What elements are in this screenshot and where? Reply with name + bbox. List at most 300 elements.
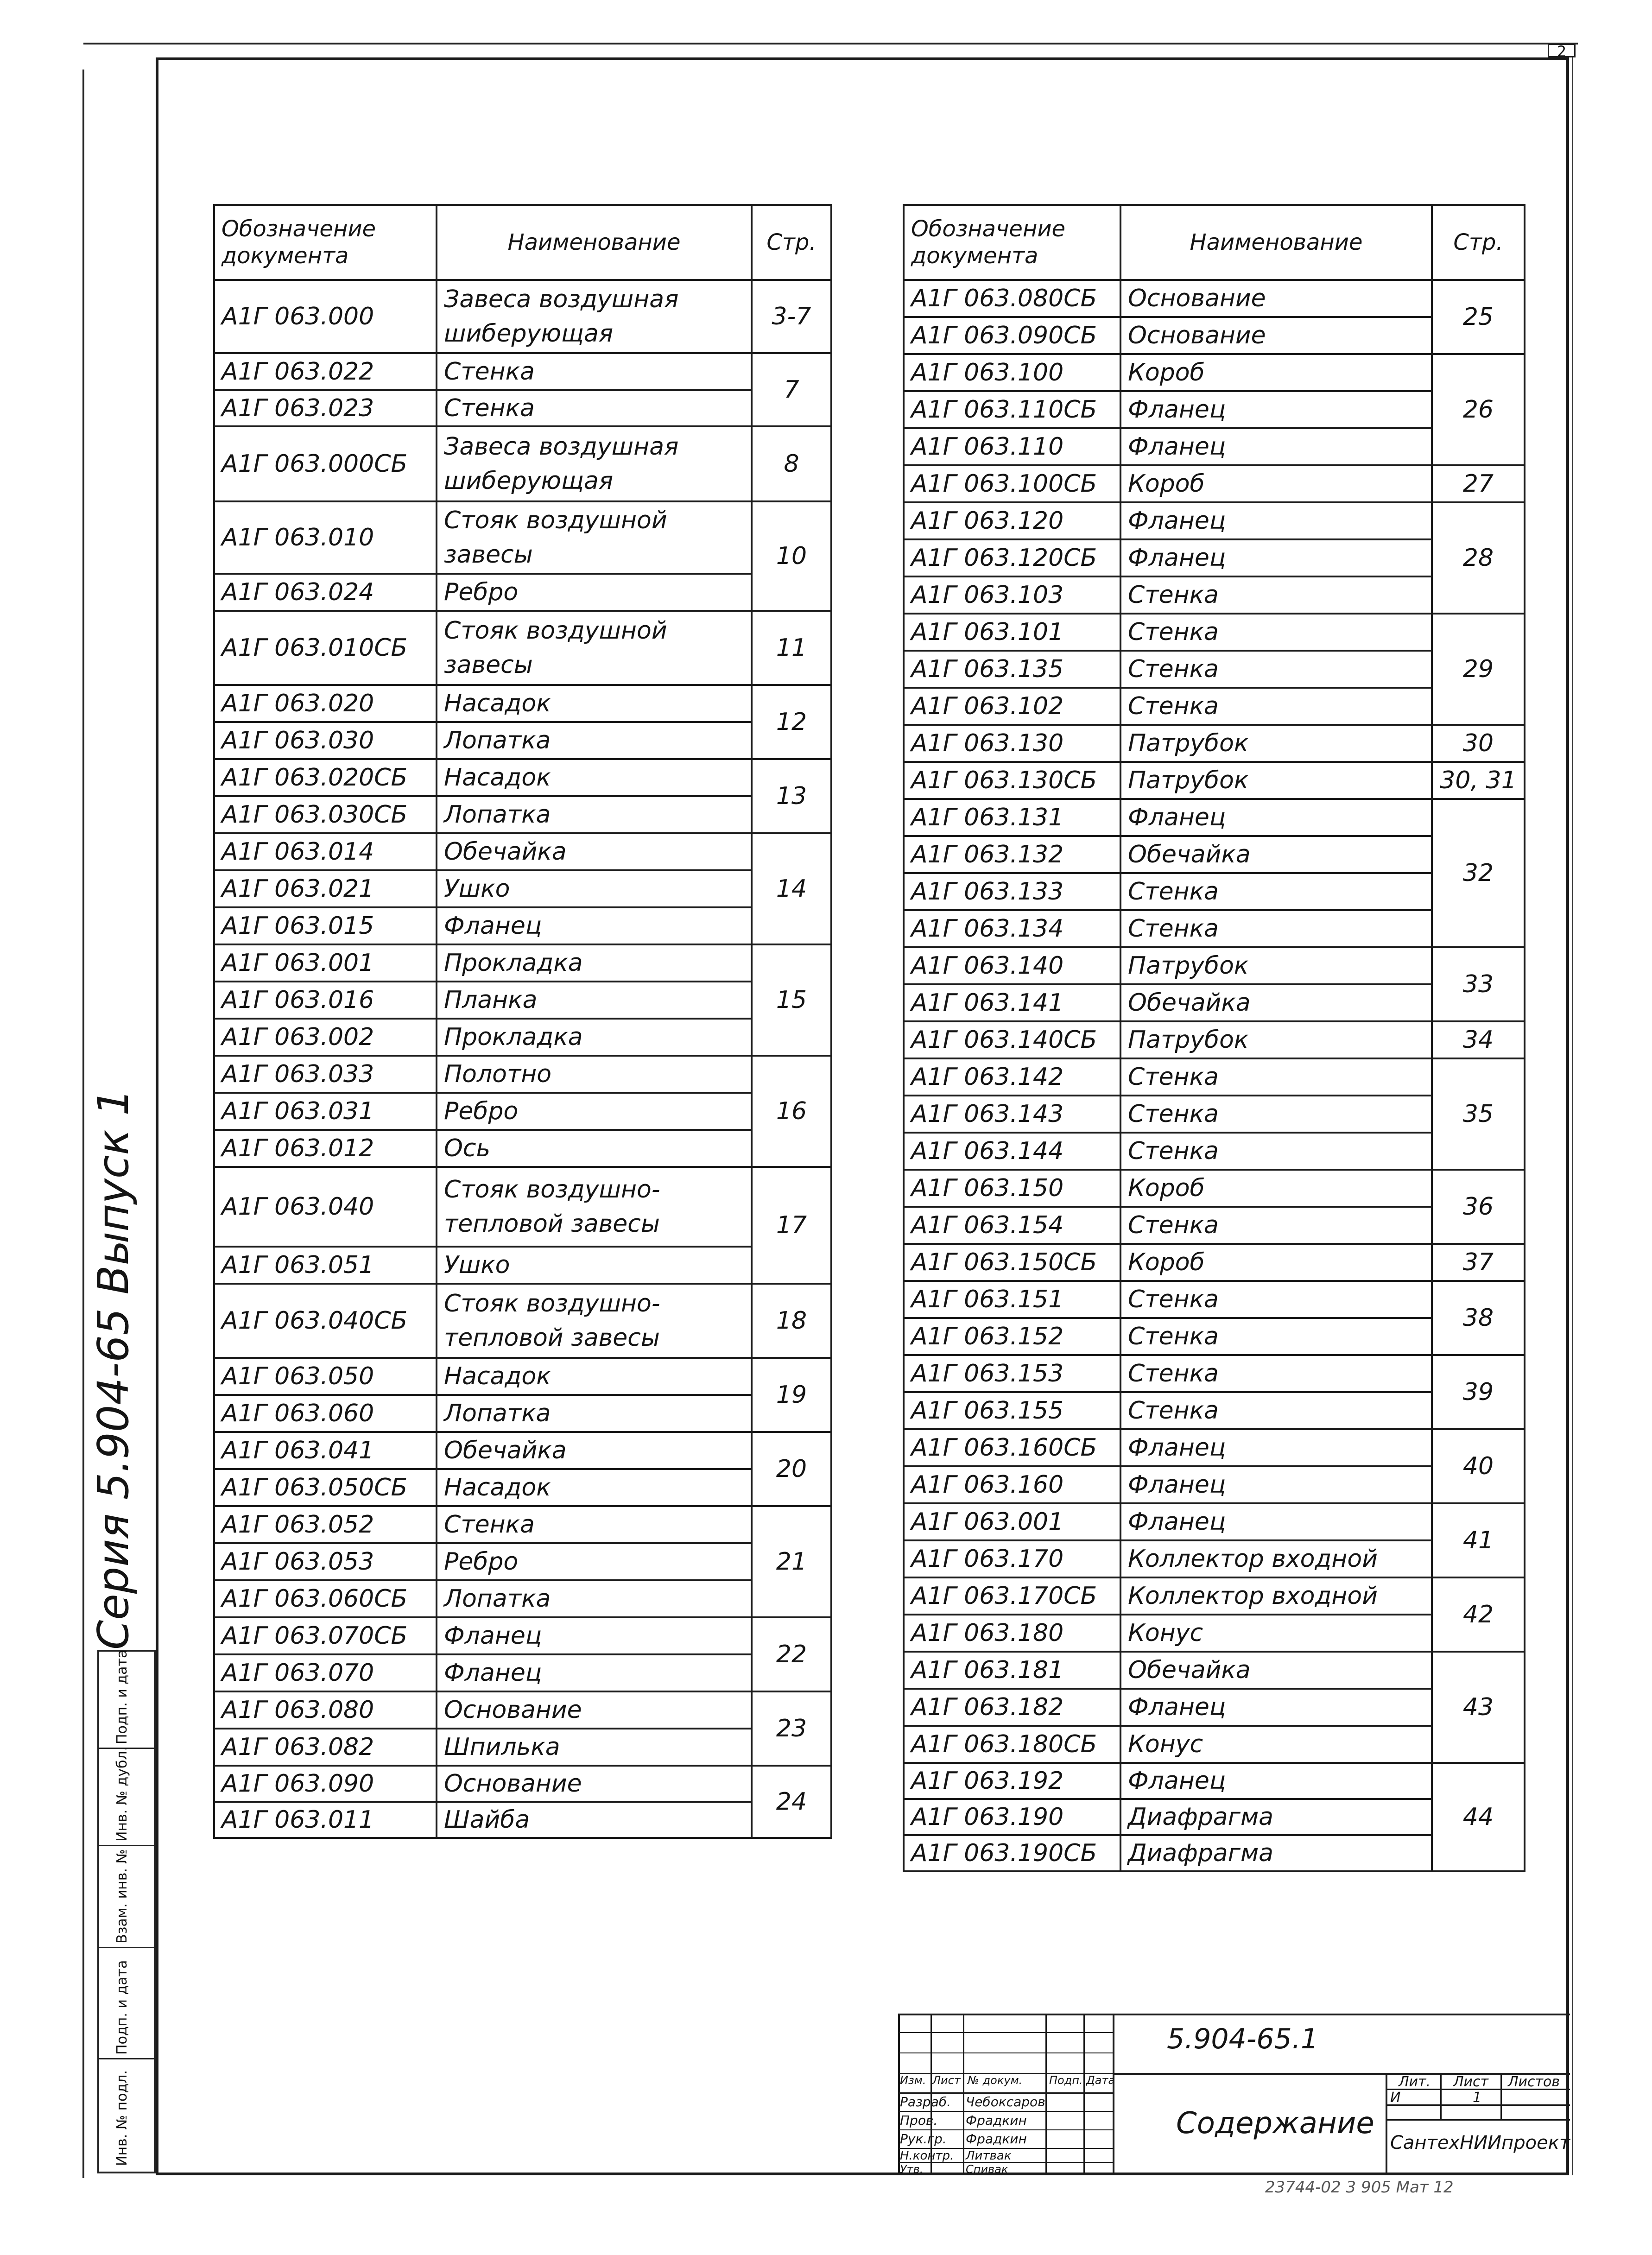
name-cell: Стояк воздушной завесы <box>437 611 752 685</box>
name-cell: Основание <box>437 1766 752 1802</box>
code-cell: А1Г 063.151 <box>904 1281 1120 1318</box>
code-cell: А1Г 063.103 <box>904 576 1120 614</box>
table-row <box>904 947 1525 984</box>
page-cell: 25 <box>1432 280 1525 354</box>
table-row <box>904 1835 1525 1871</box>
code-cell: А1Г 063.080 <box>214 1691 437 1729</box>
header-name: Наименование <box>1120 205 1432 280</box>
name-cell: Стенка <box>437 390 752 426</box>
code-cell: А1Г 063.134 <box>904 910 1120 947</box>
name-cell: Основание <box>437 1691 752 1729</box>
tb-grid-line <box>898 2032 1113 2033</box>
code-cell: А1Г 063.001 <box>904 1503 1120 1540</box>
table-row <box>214 1284 831 1358</box>
page-cell: 24 <box>752 1766 831 1838</box>
top-border-line <box>83 43 1578 44</box>
tb-person: Спивак <box>966 2163 1008 2176</box>
table-row <box>904 984 1525 1021</box>
code-cell: А1Г 063.023 <box>214 390 437 426</box>
table-row <box>904 1540 1525 1577</box>
code-cell: А1Г 063.144 <box>904 1133 1120 1170</box>
code-cell: А1Г 063.010СБ <box>214 611 437 685</box>
table-row <box>214 944 831 982</box>
table-row <box>214 1056 831 1093</box>
table-row <box>214 1019 831 1056</box>
code-cell: А1Г 063.135 <box>904 651 1120 688</box>
stamp-cell <box>99 1948 154 2059</box>
code-cell: А1Г 063.052 <box>214 1506 437 1543</box>
code-cell: А1Г 063.180 <box>904 1615 1120 1652</box>
name-cell: Коллектор входной <box>1120 1577 1432 1615</box>
page-cell: 37 <box>1432 1244 1525 1281</box>
table-row <box>904 836 1525 873</box>
table-row <box>214 353 831 390</box>
table-row <box>214 611 831 685</box>
table-row <box>214 1395 831 1432</box>
name-cell: Лопатка <box>437 722 752 759</box>
code-cell: А1Г 063.070 <box>214 1654 437 1691</box>
contents-table-right <box>903 204 1525 1872</box>
approval-stamp-strip <box>97 1650 156 2173</box>
code-cell: А1Г 063.060 <box>214 1395 437 1432</box>
stamp-label: Инв. № подл. <box>114 2070 130 2166</box>
table-row <box>904 762 1525 799</box>
table-row <box>904 1096 1525 1133</box>
table-row <box>214 1247 831 1284</box>
name-cell: Ушко <box>437 1247 752 1284</box>
table-row <box>904 910 1525 947</box>
table-row <box>214 1093 831 1130</box>
page-cell: 30 <box>1432 725 1525 762</box>
code-cell: А1Г 063.016 <box>214 982 437 1019</box>
table-row <box>904 1244 1525 1281</box>
table-row <box>904 799 1525 836</box>
table-row <box>214 1469 831 1506</box>
table-row <box>214 280 831 353</box>
table-row <box>214 907 831 944</box>
tb-lit-label: Лит. <box>1399 2074 1431 2090</box>
header-page: Стр. <box>1432 205 1525 280</box>
name-cell: Патрубок <box>1120 1021 1432 1058</box>
code-cell: А1Г 063.100 <box>904 354 1120 391</box>
page-cell: 42 <box>1432 1577 1525 1652</box>
code-cell: А1Г 063.160СБ <box>904 1429 1120 1466</box>
code-cell: А1Г 063.040 <box>214 1167 437 1247</box>
table-row <box>904 1207 1525 1244</box>
name-cell: Стенка <box>1120 1392 1432 1429</box>
page-cell: 8 <box>752 426 831 501</box>
code-cell: А1Г 063.153 <box>904 1355 1120 1392</box>
page-cell: 14 <box>752 833 831 944</box>
page-cell: 19 <box>752 1358 831 1432</box>
name-cell: Фланец <box>1120 1763 1432 1799</box>
code-cell: А1Г 063.020СБ <box>214 759 437 796</box>
name-cell: Полотно <box>437 1056 752 1093</box>
page-cell: 10 <box>752 501 831 611</box>
name-cell: Шпилька <box>437 1729 752 1766</box>
page-cell: 16 <box>752 1056 831 1167</box>
name-cell: Короб <box>1120 465 1432 502</box>
binding-line <box>82 70 84 2178</box>
code-cell: А1Г 063.030 <box>214 722 437 759</box>
name-cell: Насадок <box>437 759 752 796</box>
page-cell: 36 <box>1432 1170 1525 1244</box>
code-cell: А1Г 063.031 <box>214 1093 437 1130</box>
table-row <box>214 1358 831 1395</box>
code-cell: А1Г 063.021 <box>214 870 437 907</box>
stamp-cell <box>99 1846 154 1948</box>
table-row <box>214 1766 831 1802</box>
table-row <box>904 1021 1525 1058</box>
code-cell: А1Г 063.090СБ <box>904 317 1120 354</box>
header-designation: Обозначение документа <box>214 205 437 280</box>
code-cell: А1Г 063.102 <box>904 688 1120 725</box>
table-row <box>214 982 831 1019</box>
code-cell: А1Г 063.132 <box>904 836 1120 873</box>
code-cell: А1Г 063.154 <box>904 1207 1120 1244</box>
tb-col-header: Лист <box>932 2074 961 2087</box>
code-cell: А1Г 063.090 <box>214 1766 437 1802</box>
code-cell: А1Г 063.150СБ <box>904 1244 1120 1281</box>
code-cell: А1Г 063.142 <box>904 1058 1120 1096</box>
tb-grid-line <box>1083 2014 1085 2175</box>
name-cell: Стенка <box>1120 1133 1432 1170</box>
code-cell: А1Г 063.080СБ <box>904 280 1120 317</box>
code-cell: А1Г 063.182 <box>904 1689 1120 1726</box>
doc-title: Содержание <box>1176 2106 1374 2141</box>
stamp-label: Инв. № дубл. <box>114 1746 130 1842</box>
table-row <box>904 873 1525 910</box>
table-row <box>904 280 1525 317</box>
code-cell: А1Г 063.053 <box>214 1543 437 1580</box>
code-cell: А1Г 063.030СБ <box>214 796 437 833</box>
tb-list-value: 1 <box>1473 2090 1482 2106</box>
table-row <box>214 1580 831 1617</box>
name-cell: Стенка <box>1120 1281 1432 1318</box>
table-row <box>904 1058 1525 1096</box>
tb-lists-label: Листов <box>1508 2074 1560 2090</box>
name-cell: Насадок <box>437 1358 752 1395</box>
name-cell: Стенка <box>1120 651 1432 688</box>
table-row <box>904 1503 1525 1540</box>
page-cell: 21 <box>752 1506 831 1617</box>
name-cell: Стенка <box>1120 1355 1432 1392</box>
table-row <box>214 1802 831 1838</box>
page-cell: 39 <box>1432 1355 1525 1429</box>
tb-col-header: Изм. <box>900 2074 926 2087</box>
code-cell: А1Г 063.022 <box>214 353 437 390</box>
name-cell: Основание <box>1120 280 1432 317</box>
stamp-label: Взам. инв. № <box>114 1849 130 1944</box>
code-cell: А1Г 063.051 <box>214 1247 437 1284</box>
name-cell: Стенка <box>1120 1207 1432 1244</box>
table-row <box>214 870 831 907</box>
code-cell: А1Г 063.101 <box>904 614 1120 651</box>
table-row <box>904 1652 1525 1689</box>
name-cell: Конус <box>1120 1615 1432 1652</box>
table-row <box>904 1133 1525 1170</box>
name-cell: Короб <box>1120 354 1432 391</box>
code-cell: А1Г 063.000СБ <box>214 426 437 501</box>
code-cell: А1Г 063.192 <box>904 1763 1120 1799</box>
table-row <box>214 759 831 796</box>
name-cell: Стенка <box>1120 1096 1432 1133</box>
page-cell: 43 <box>1432 1652 1525 1763</box>
name-cell: Ребро <box>437 1093 752 1130</box>
page-cell: 12 <box>752 685 831 759</box>
table-row <box>904 1799 1525 1835</box>
name-cell: Ось <box>437 1130 752 1167</box>
name-cell: Стенка <box>1120 873 1432 910</box>
code-cell: А1Г 063.181 <box>904 1652 1120 1689</box>
name-cell: Прокладка <box>437 944 752 982</box>
name-cell: Основание <box>1120 317 1432 354</box>
tb-role: Н.контр. <box>900 2149 954 2163</box>
name-cell: Фланец <box>1120 1689 1432 1726</box>
table-row <box>214 1432 831 1469</box>
page-cell: 41 <box>1432 1503 1525 1577</box>
name-cell: Прокладка <box>437 1019 752 1056</box>
name-cell: Стенка <box>437 353 752 390</box>
code-cell: А1Г 063.131 <box>904 799 1120 836</box>
code-cell: А1Г 063.011 <box>214 1802 437 1838</box>
tb-grid-line <box>898 2129 1113 2130</box>
page-cell: 44 <box>1432 1763 1525 1871</box>
name-cell: Стояк воздушной завесы <box>437 501 752 574</box>
table-row <box>904 1170 1525 1207</box>
name-cell: Короб <box>1120 1244 1432 1281</box>
name-cell: Завеса воздушная шиберующая <box>437 426 752 501</box>
code-cell: А1Г 063.150 <box>904 1170 1120 1207</box>
code-cell: А1Г 063.033 <box>214 1056 437 1093</box>
bottom-stamp: 23744-02 3 905 Мат 12 <box>1265 2178 1454 2197</box>
name-cell: Коллектор входной <box>1120 1540 1432 1577</box>
tb-col-header: Дата <box>1086 2074 1115 2087</box>
table-row <box>214 1506 831 1543</box>
header-designation: Обозначение документа <box>904 205 1120 280</box>
name-cell: Фланец <box>1120 428 1432 465</box>
tb-lit-value: И <box>1390 2090 1401 2106</box>
page-cell: 20 <box>752 1432 831 1506</box>
table-row <box>214 1543 831 1580</box>
page-cell: 33 <box>1432 947 1525 1021</box>
page-cell: 40 <box>1432 1429 1525 1503</box>
table-row <box>214 1130 831 1167</box>
code-cell: А1Г 063.130СБ <box>904 762 1120 799</box>
header-name: Наименование <box>437 205 752 280</box>
code-cell: А1Г 063.190СБ <box>904 1835 1120 1871</box>
code-cell: А1Г 063.082 <box>214 1729 437 1766</box>
name-cell: Ушко <box>437 870 752 907</box>
table-row <box>904 428 1525 465</box>
tb-role: Разраб. <box>900 2094 951 2109</box>
name-cell: Фланец <box>1120 1466 1432 1503</box>
page-cell: 3-7 <box>752 280 831 353</box>
name-cell: Диафрагма <box>1120 1835 1432 1871</box>
name-cell: Шайба <box>437 1802 752 1838</box>
table-row <box>214 722 831 759</box>
name-cell: Обечайка <box>1120 1652 1432 1689</box>
page-cell: 28 <box>1432 502 1525 614</box>
page-cell: 7 <box>752 353 831 426</box>
name-cell: Обечайка <box>1120 984 1432 1021</box>
name-cell: Ребро <box>437 1543 752 1580</box>
title-block <box>898 2014 1570 2175</box>
name-cell: Фланец <box>1120 391 1432 428</box>
series-label: Серия 5.904-65 Выпуск 1 <box>89 1089 138 1650</box>
code-cell: А1Г 063.140 <box>904 947 1120 984</box>
code-cell: А1Г 063.141 <box>904 984 1120 1021</box>
code-cell: А1Г 063.012 <box>214 1130 437 1167</box>
name-cell: Фланец <box>1120 1429 1432 1466</box>
page-cell: 32 <box>1432 799 1525 947</box>
tb-grid-line <box>898 2092 1113 2094</box>
table-row <box>904 391 1525 428</box>
code-cell: А1Г 063.002 <box>214 1019 437 1056</box>
table-row <box>904 614 1525 651</box>
stamp-label: Подп. и дата <box>114 1960 130 2055</box>
code-cell: А1Г 063.152 <box>904 1318 1120 1355</box>
frame-right-double-line <box>1572 57 1573 2175</box>
tb-grid-line <box>1386 2119 1570 2121</box>
stamp-cell <box>99 1649 154 1749</box>
tb-grid-line <box>1113 2014 1114 2175</box>
code-cell: А1Г 063.050 <box>214 1358 437 1395</box>
table-row <box>214 833 831 870</box>
page-cell: 18 <box>752 1284 831 1358</box>
code-cell: А1Г 063.001 <box>214 944 437 982</box>
tb-person: Чебоксаров <box>966 2094 1045 2109</box>
code-cell: А1Г 063.020 <box>214 685 437 722</box>
tb-border <box>898 2014 1570 2015</box>
doc-code: 5.904-65.1 <box>1167 2023 1319 2055</box>
page-cell: 38 <box>1432 1281 1525 1355</box>
name-cell: Конус <box>1120 1726 1432 1763</box>
page-cell: 15 <box>752 944 831 1056</box>
name-cell: Фланец <box>1120 502 1432 539</box>
tb-person: Литвак <box>966 2149 1012 2163</box>
name-cell: Фланец <box>1120 539 1432 576</box>
table-row <box>904 465 1525 502</box>
name-cell: Патрубок <box>1120 762 1432 799</box>
table-row <box>214 426 831 501</box>
table-row <box>214 1167 831 1247</box>
name-cell: Фланец <box>1120 799 1432 836</box>
tb-col-header: № докум. <box>968 2074 1023 2087</box>
page-cell: 17 <box>752 1167 831 1284</box>
name-cell: Лопатка <box>437 796 752 833</box>
name-cell: Обечайка <box>1120 836 1432 873</box>
name-cell: Фланец <box>437 1617 752 1654</box>
code-cell: А1Г 063.110 <box>904 428 1120 465</box>
tb-person: Фрадкин <box>966 2131 1027 2147</box>
name-cell: Патрубок <box>1120 725 1432 762</box>
code-cell: А1Г 063.010 <box>214 501 437 574</box>
name-cell: Стенка <box>1120 576 1432 614</box>
code-cell: А1Г 063.040СБ <box>214 1284 437 1358</box>
table-row <box>214 1729 831 1766</box>
tb-role: Рук.гр. <box>900 2131 947 2147</box>
code-cell: А1Г 063.130 <box>904 725 1120 762</box>
table-row <box>214 501 831 574</box>
table-row <box>214 1654 831 1691</box>
code-cell: А1Г 063.133 <box>904 873 1120 910</box>
tb-col-header: Подп. <box>1049 2074 1083 2087</box>
name-cell: Завеса воздушная шиберующая <box>437 280 752 353</box>
table-row <box>904 651 1525 688</box>
code-cell: А1Г 063.180СБ <box>904 1726 1120 1763</box>
code-cell: А1Г 063.160 <box>904 1466 1120 1503</box>
table-row <box>904 1429 1525 1466</box>
code-cell: А1Г 063.100СБ <box>904 465 1120 502</box>
name-cell: Стенка <box>1120 910 1432 947</box>
table-row <box>214 1617 831 1654</box>
tb-grid-line <box>1500 2073 1502 2119</box>
tb-role: Утв. <box>900 2163 924 2176</box>
table-row <box>904 1726 1525 1763</box>
table-row <box>214 796 831 833</box>
code-cell: А1Г 063.060СБ <box>214 1580 437 1617</box>
table-row <box>904 1281 1525 1318</box>
sheet-number: 2 <box>1548 44 1576 57</box>
tb-grid-line <box>963 2014 964 2175</box>
tb-list-label: Лист <box>1453 2074 1489 2090</box>
table-row <box>904 502 1525 539</box>
table-row <box>904 1615 1525 1652</box>
name-cell: Короб <box>1120 1170 1432 1207</box>
table-row <box>214 1691 831 1729</box>
name-cell: Фланец <box>1120 1503 1432 1540</box>
table-row <box>904 354 1525 391</box>
tb-person: Фрадкин <box>966 2113 1027 2128</box>
table-row <box>904 539 1525 576</box>
stamp-cell <box>99 1746 154 1846</box>
name-cell: Стенка <box>1120 1318 1432 1355</box>
table-header-row <box>904 205 1525 280</box>
page-cell: 34 <box>1432 1021 1525 1058</box>
table-row <box>904 1318 1525 1355</box>
name-cell: Стенка <box>1120 614 1432 651</box>
tb-grid-line <box>1045 2014 1047 2175</box>
name-cell: Фланец <box>437 1654 752 1691</box>
page-cell: 35 <box>1432 1058 1525 1170</box>
page-cell: 11 <box>752 611 831 685</box>
tb-grid-line <box>898 2052 1113 2053</box>
page-cell: 22 <box>752 1617 831 1691</box>
table-row <box>214 685 831 722</box>
page-cell: 27 <box>1432 465 1525 502</box>
code-cell: А1Г 063.000 <box>214 280 437 353</box>
code-cell: А1Г 063.155 <box>904 1392 1120 1429</box>
stamp-cell <box>99 2059 154 2172</box>
name-cell: Стенка <box>437 1506 752 1543</box>
code-cell: А1Г 063.140СБ <box>904 1021 1120 1058</box>
code-cell: А1Г 063.120 <box>904 502 1120 539</box>
name-cell: Стенка <box>1120 1058 1432 1096</box>
name-cell: Планка <box>437 982 752 1019</box>
name-cell: Ребро <box>437 574 752 611</box>
code-cell: А1Г 063.014 <box>214 833 437 870</box>
tb-role: Пров. <box>900 2113 938 2128</box>
name-cell: Обечайка <box>437 1432 752 1469</box>
code-cell: А1Г 063.190 <box>904 1799 1120 1835</box>
name-cell: Стенка <box>1120 688 1432 725</box>
tb-grid-line <box>898 2111 1113 2112</box>
code-cell: А1Г 063.024 <box>214 574 437 611</box>
table-row <box>904 1763 1525 1799</box>
table-header-row <box>214 205 831 280</box>
code-cell: А1Г 063.143 <box>904 1096 1120 1133</box>
